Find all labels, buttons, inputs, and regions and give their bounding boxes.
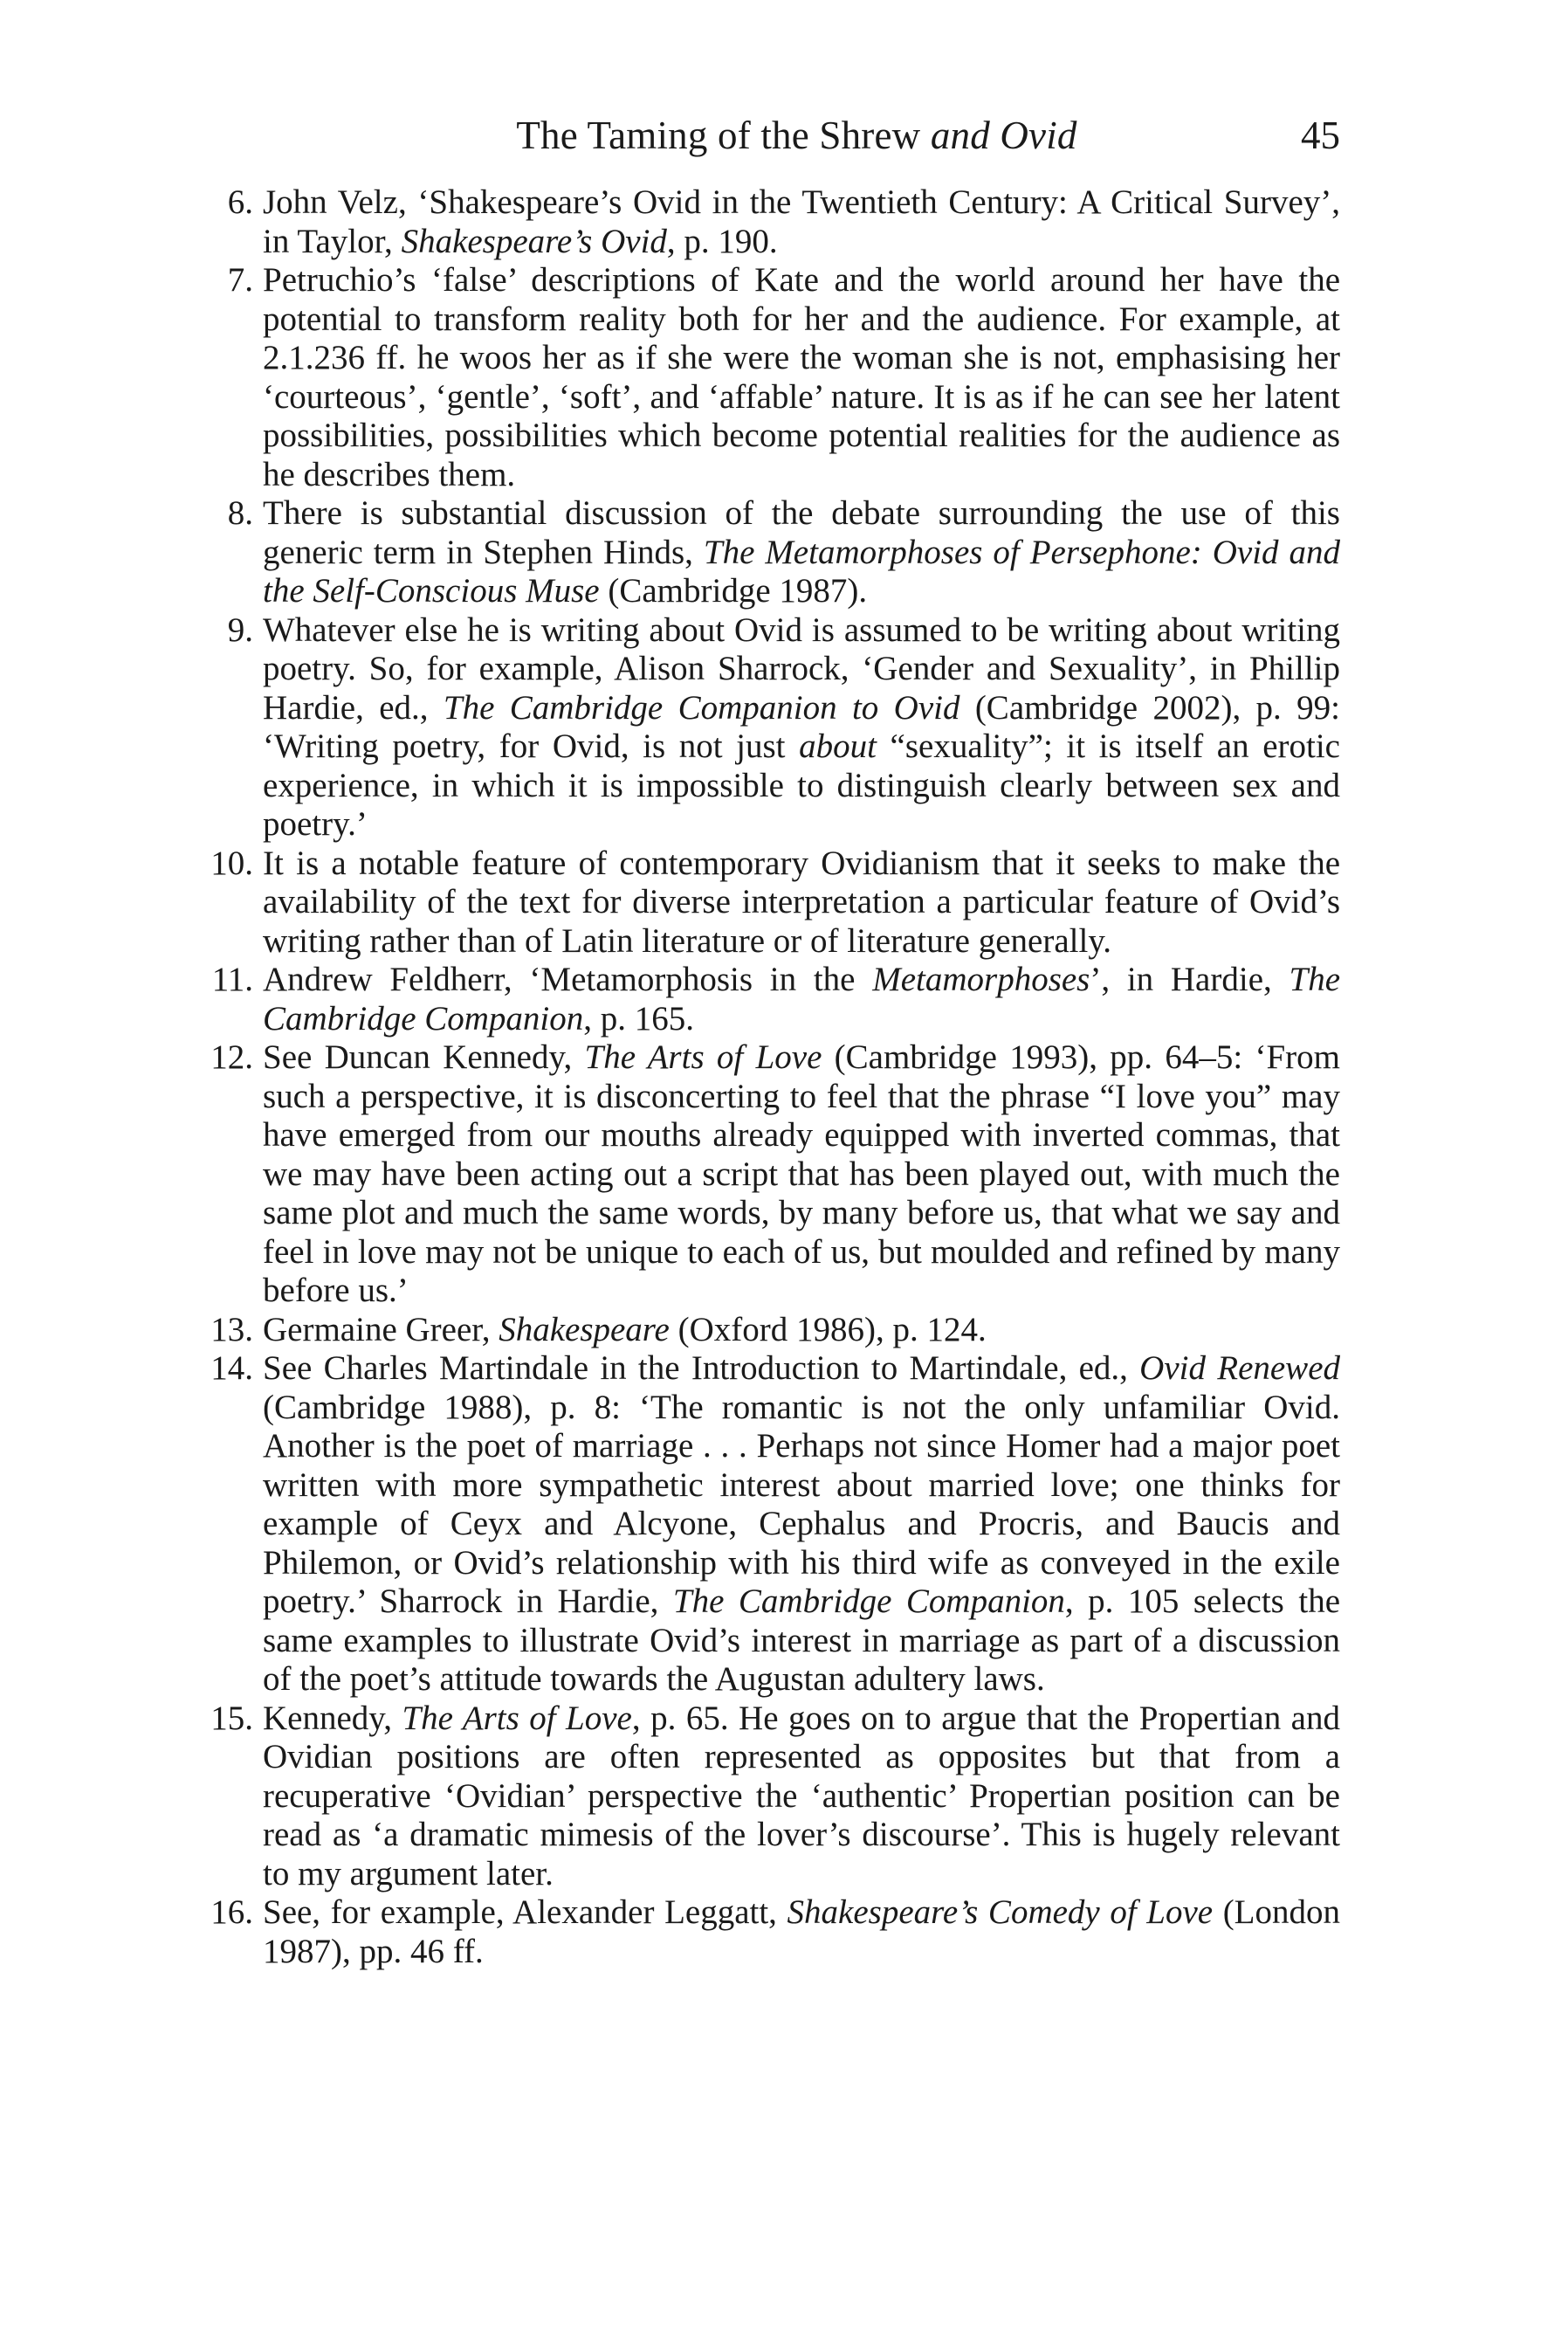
endnote-text — [253, 1311, 1340, 1350]
endnote-roman-text: John Velz, ‘Shakespeare’s Ovid in the Twentieth Century: A Critical Survey’, in Taylor, — [263, 183, 1340, 260]
endnote-text — [253, 961, 1340, 1038]
endnote-number: 13. — [210, 1310, 253, 1348]
endnote-13 — [210, 1311, 1340, 1350]
endnote-roman-text: (London 1987), pp. 46 ff. — [263, 1893, 1341, 1970]
endnote-italic-text: Shakespeare — [499, 1310, 670, 1348]
endnote-8 — [210, 494, 1340, 611]
endnote-number: 9. — [227, 610, 253, 649]
endnote-text — [253, 494, 1340, 611]
endnote-text — [253, 1038, 1340, 1311]
endnote-roman-text: Germaine Greer, — [263, 1310, 499, 1348]
endnote-text — [253, 1699, 1340, 1894]
endnote-roman-text: ’, in Hardie, — [1090, 961, 1289, 998]
endnote-roman-text: (Cambridge 1993), pp. 64–5: ‘From such a perspective, it is disconcerting to feel that the phrase “I love you” may have emerged from our mouths already equipped with inverted commas, that we may have been acting out a script that has been played out, with much the same plot and much the same words, by many before us, that what we say and feel in love may not be unique to each of us, but moulded and refined by many before us.’ — [263, 1038, 1340, 1309]
endnote-italic-text: The Cambridge Companion — [672, 1582, 1065, 1620]
endnote-text — [253, 845, 1340, 962]
endnote-text — [253, 183, 1340, 261]
endnote-italic-text: Ovid Renewed — [1139, 1349, 1341, 1387]
endnote-12 — [210, 1038, 1340, 1311]
endnote-text — [253, 611, 1340, 845]
endnote-italic-text: Shakespeare’s Ovid — [401, 222, 667, 260]
endnote-number: 8. — [227, 494, 253, 532]
endnote-italic-text: Metamorphoses — [872, 961, 1090, 998]
endnote-roman-text: , p. 105 selects the same examples to illustrate Ovid’s interest in marriage as part of a discussion of the poet’s attitude towards the Augustan adultery laws. — [263, 1582, 1341, 1698]
endnote-number: 15. — [210, 1699, 253, 1737]
endnote-number: 10. — [210, 844, 253, 882]
endnote-text — [253, 1349, 1340, 1699]
endnote-roman-text: There is substantial discussion of the debate surrounding the use of this generic term in Stephen Hinds, — [263, 494, 1340, 571]
endnote-roman-text: “sexuality”; it is itself an erotic experience, in which it is impossible to distinguish clearly between sex and poetry.’ — [263, 727, 1340, 843]
endnote-italic-text: Shakespeare’s Comedy of Love — [787, 1893, 1214, 1931]
endnote-number: 6. — [227, 183, 253, 221]
endnote-roman-text: Andrew Feldherr, ‘Metamorphosis in the — [263, 961, 873, 998]
endnote-9 — [210, 611, 1340, 845]
endnote-roman-text: (Cambridge 1987). — [599, 572, 868, 610]
endnote-roman-text: Petruchio’s ‘false’ descriptions of Kate and the world around her have the potential to transform reality both for her and the audience. For example, at 2.1.236 ff. he woos her as if she were the woman she is not, emphasising her ‘courteous’, ‘gentle’, ‘soft’, and ‘affable’ nature. It is as if he can see her latent possibilities, possibilities which become potential realities for the audience as he describes them. — [263, 261, 1340, 493]
running-title — [253, 109, 1340, 162]
endnote-italic-text: The Cambridge Companion to Ovid — [443, 688, 960, 727]
running-title-italic: and Ovid — [930, 114, 1077, 157]
endnote-italic-text: The Cambridge Companion — [263, 961, 1340, 1038]
endnote-11 — [210, 961, 1340, 1038]
endnotes-list — [210, 183, 1340, 1971]
endnote-number: 7. — [227, 261, 253, 299]
running-title-roman: The Taming of the Shrew — [516, 114, 931, 157]
endnote-italic-text: The Arts of Love — [584, 1038, 822, 1076]
endnote-roman-text: Kennedy, — [263, 1699, 402, 1737]
endnote-roman-text: (Cambridge 2002), p. 99: ‘Writing poetry, for Ovid, is not just — [263, 688, 1340, 765]
endnote-roman-text: , p. 165. — [583, 999, 695, 1038]
endnote-italic-text: about — [799, 727, 877, 765]
endnote-number: 16. — [210, 1893, 253, 1931]
endnote-roman-text: See Duncan Kennedy, — [263, 1038, 585, 1076]
endnote-14 — [210, 1349, 1340, 1699]
running-head — [253, 109, 1340, 162]
endnote-number: 11. — [211, 961, 253, 998]
endnote-10 — [210, 845, 1340, 962]
endnote-number: 14. — [210, 1349, 253, 1387]
endnote-text — [253, 1893, 1340, 1971]
endnote-roman-text: (Oxford 1986), p. 124. — [669, 1310, 987, 1348]
endnote-roman-text: , p. 65. He goes on to argue that the Propertian and Ovidian positions are often represented as opposites but that from a recuperative ‘Ovidian’ perspective the ‘authentic’ Propertian position can be read as ‘a dramatic mimesis of the lover’s discourse’. This is hugely relevant to my argument later. — [263, 1699, 1340, 1893]
endnote-roman-text: It is a notable feature of contemporary Ovidianism that it seeks to make the availability of the text for diverse interpretation a particular feature of Ovid’s writing rather than of Latin literature or of literature generally. — [263, 844, 1340, 960]
page-number: 45 — [1301, 114, 1340, 157]
endnote-6 — [210, 183, 1340, 261]
endnote-roman-text: (Cambridge 1988), p. 8: ‘The romantic is not the only unfamiliar Ovid. Another is the poet of marriage . . . Perhaps not since Homer had a major poet written with more sympathetic interest about married love; one thinks for example of Ceyx and Alcyone, Cephalus and Procris, and Baucis and Philemon, or Ovid’s relationship with his third wife as conveyed in the exile poetry.’ Sharrock in Hardie, — [263, 1388, 1340, 1620]
endnote-16 — [210, 1893, 1340, 1971]
endnote-number: 12. — [210, 1038, 253, 1076]
endnote-roman-text: See, for example, Alexander Leggatt, — [263, 1893, 787, 1931]
endnote-italic-text: The Metamorphoses of Persephone: Ovid and the Self-Conscious Muse — [263, 533, 1340, 610]
endnote-italic-text: The Arts of Love — [402, 1699, 632, 1737]
endnote-15 — [210, 1699, 1340, 1894]
endnote-roman-text: See Charles Martindale in the Introduction to Martindale, ed., — [263, 1349, 1140, 1387]
endnote-roman-text: , p. 190. — [666, 222, 778, 260]
endnote-text — [253, 261, 1340, 494]
endnote-7 — [210, 261, 1340, 494]
endnote-roman-text: Whatever else he is writing about Ovid is assumed to be writing about writing poetry. So, for example, Alison Sharrock, ‘Gender and Sexuality’, in Phillip Hardie, ed., — [263, 610, 1340, 727]
